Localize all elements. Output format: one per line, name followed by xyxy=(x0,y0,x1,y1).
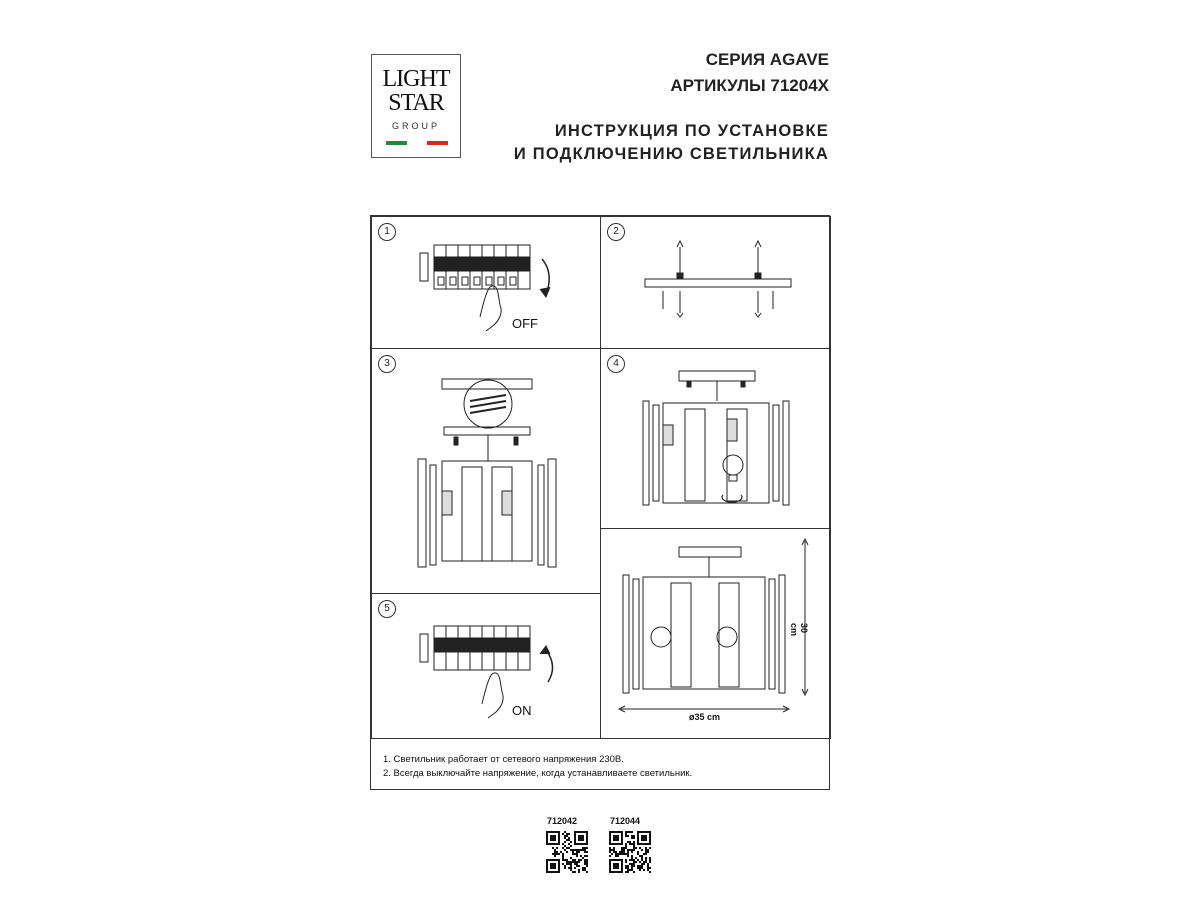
step-number: 3 xyxy=(378,355,396,373)
instruction-grid xyxy=(370,215,830,790)
step-3-panel xyxy=(371,348,601,594)
dimensions-panel xyxy=(600,528,831,739)
logo-line-1: LIGHT xyxy=(382,66,450,92)
qr-label-1: 712042 xyxy=(547,816,578,826)
step-1-panel xyxy=(371,216,601,349)
circuit-breaker-on-illustration xyxy=(372,594,602,740)
logo-line-2: STAR xyxy=(388,90,444,116)
bulb-installation-illustration xyxy=(601,349,832,530)
italian-flag-icon xyxy=(386,141,448,145)
qr-label-2: 712044 xyxy=(610,816,641,826)
step-2-panel xyxy=(600,216,831,349)
height-dimension-label: 30 cm xyxy=(789,623,809,637)
note-2: 2. Всегда выключайте напряжение, когда устанавливаете светильник. xyxy=(383,768,693,779)
off-label: OFF xyxy=(512,316,538,331)
notes-panel xyxy=(371,738,831,791)
step-number: 1 xyxy=(378,223,396,241)
step-number: 2 xyxy=(607,223,625,241)
wiring-connection-illustration xyxy=(372,349,602,595)
articles-title: АРТИКУЛЫ 71204X xyxy=(670,76,829,95)
series-title: СЕРИЯ AGAVE xyxy=(705,50,829,69)
on-label: ON xyxy=(512,703,532,718)
instruction-title-line-2: И ПОДКЛЮЧЕНИЮ СВЕТИЛЬНИКА xyxy=(513,145,829,163)
instruction-title-line-1: ИНСТРУКЦИЯ ПО УСТАНОВКЕ xyxy=(554,122,829,140)
mounting-plate-illustration xyxy=(601,217,832,350)
circuit-breaker-off-illustration xyxy=(372,217,602,350)
brand-logo xyxy=(371,54,461,158)
note-1: 1. Светильник работает от сетевого напряжения 230В. xyxy=(383,754,624,765)
diameter-dimension-label: ø35 cm xyxy=(689,712,721,722)
qr-code-icon[interactable] xyxy=(609,831,651,873)
step-number: 5 xyxy=(378,600,396,618)
step-5-panel xyxy=(371,593,601,739)
step-4-panel xyxy=(600,348,831,529)
logo-line-3: GROUP xyxy=(391,121,440,131)
qr-code-icon[interactable] xyxy=(546,831,588,873)
step-number: 4 xyxy=(607,355,625,373)
